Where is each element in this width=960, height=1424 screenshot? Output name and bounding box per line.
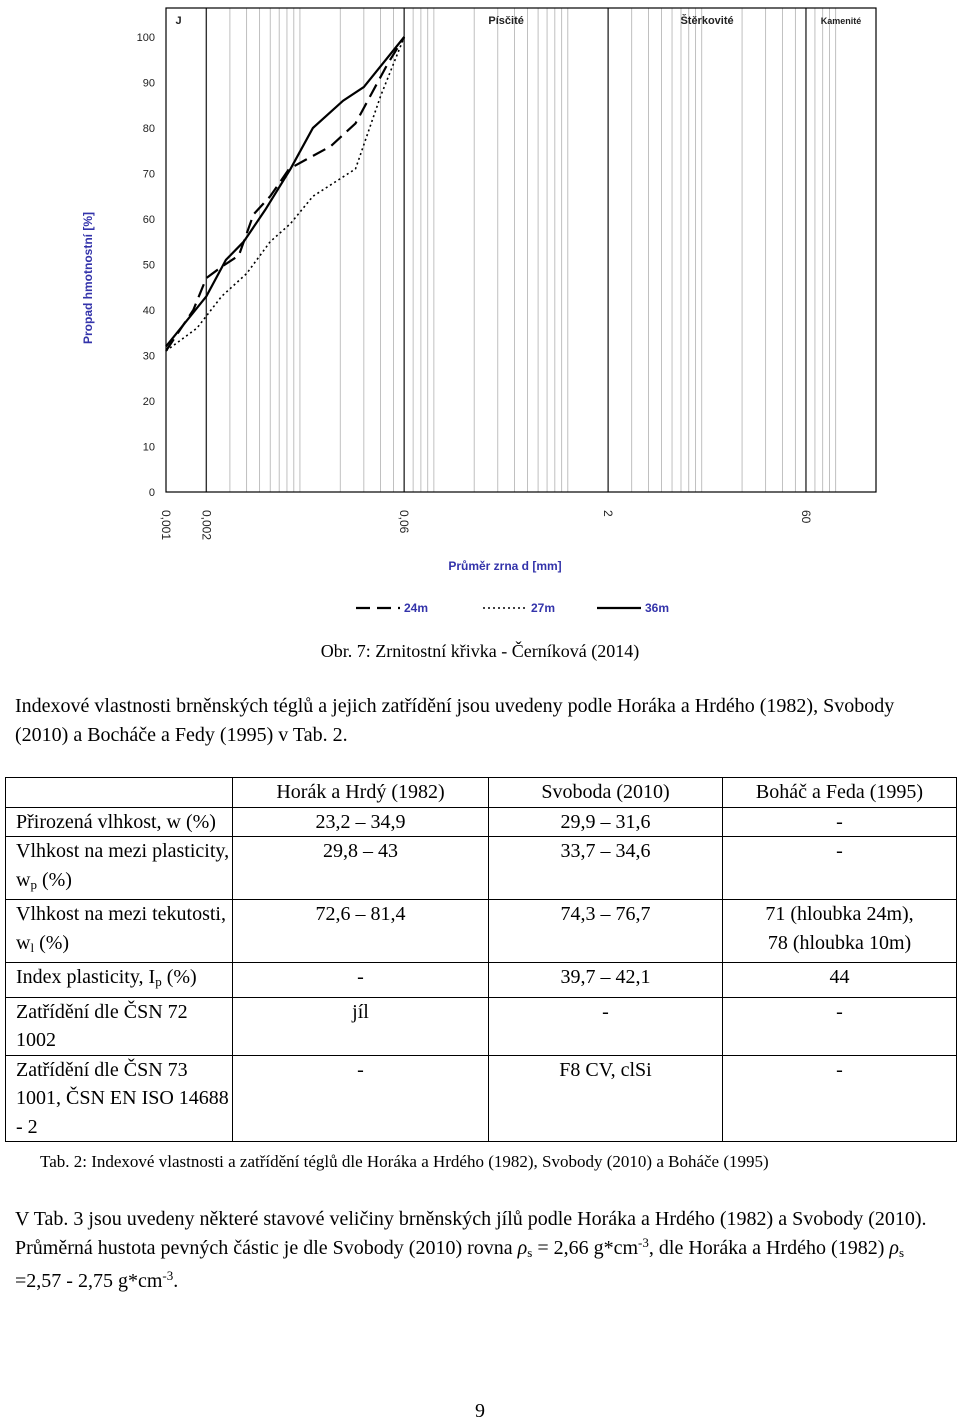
table-header-empty: [6, 778, 233, 808]
row-label-text: Vlhkost na mezi tekutosti, w: [16, 903, 226, 954]
cell-value: -: [723, 807, 957, 837]
y-tick-label: 80: [142, 123, 155, 135]
cell-value: 29,9 – 31,6: [489, 807, 723, 837]
exponent: -3: [162, 1268, 174, 1283]
x-tick-label: 60: [798, 510, 813, 524]
row-label-unit: (%): [166, 966, 197, 988]
para-text: = 2,66 g*cm: [532, 1236, 639, 1259]
series-line-36m: [166, 37, 404, 346]
row-label-unit: (%): [41, 868, 72, 891]
zone-label: Kamenité: [820, 16, 862, 26]
row-label: [6, 963, 233, 998]
zone-label: J: [175, 15, 182, 27]
row-label-subscript: l: [30, 939, 35, 955]
table-header-row: [6, 778, 957, 808]
table-header-horak: Horák a Hrdý (1982): [233, 778, 489, 808]
y-tick-label: 30: [142, 350, 155, 363]
row-label-text: Index plasticity, I: [16, 966, 156, 988]
paragraph-density: [15, 1205, 945, 1296]
x-tick-label: 2: [601, 510, 616, 517]
cell-value: jíl: [233, 997, 489, 1055]
y-tick-label: 0: [148, 487, 155, 499]
cell-value: 33,7 – 34,6: [489, 837, 723, 900]
row-label: [6, 837, 233, 900]
cell-value: -: [489, 997, 723, 1055]
table-row: [6, 807, 957, 837]
cell-value: F8 CV, clSi: [489, 1055, 723, 1142]
paragraph-intro: Indexové vlastnosti brněnských téglů a jejich zatřídění jsou uvedeny podle Horáka a Hrdého (1982), Svobody (2010) a Bocháče a Fedy (1995) v Tab. 2.: [15, 695, 895, 746]
y-tick-label: 70: [142, 168, 155, 181]
plot-frame: [166, 8, 876, 492]
row-label-unit: (%): [39, 931, 70, 954]
properties-table: [5, 777, 957, 1142]
cell-value: -: [233, 963, 489, 998]
cell-value: -: [233, 1055, 489, 1142]
cell-value: -: [723, 1055, 957, 1142]
figure-caption: Obr. 7: Zrnitostní křivka - Černíková (2014): [320, 641, 640, 661]
row-label: Zatřídění dle ČSN 72 1002: [6, 997, 233, 1055]
x-tick-label: 0,002: [199, 510, 214, 541]
x-tick-label: 0,06: [397, 510, 412, 534]
y-tick-label: 40: [142, 305, 155, 317]
cell-value: 39,7 – 42,1: [489, 963, 723, 998]
page-number: 9: [475, 1400, 485, 1422]
cell-value: [723, 900, 957, 963]
table-header-bohac: Boháč a Feda (1995): [723, 778, 957, 808]
row-label-subscript: p: [155, 974, 162, 989]
row-label: [6, 900, 233, 963]
row-label-text: Vlhkost na mezi plasticity, w: [16, 840, 230, 891]
row-label: Zatřídění dle ČSN 73 1001, ČSN EN ISO 14688 - 2: [6, 1055, 233, 1142]
table-row: [6, 837, 957, 900]
y-tick-label: 10: [142, 441, 155, 454]
para-text: .: [173, 1270, 179, 1292]
legend: [356, 601, 669, 615]
y-tick-label: 100: [136, 32, 155, 44]
cell-value: 74,3 – 76,7: [489, 900, 723, 963]
y-tick-label: 60: [142, 214, 155, 226]
para-text: =2,57 - 2,75 g*cm: [15, 1270, 163, 1292]
zone-labels: [176, 14, 862, 27]
table-caption: Tab. 2: Indexové vlastnosti a zatřídění téglů dle Horáka a Hrdého (1982), Svobody (2010) a Boháče (1995): [40, 1152, 769, 1171]
zone-label: Písčité: [488, 15, 524, 27]
table-row: [6, 963, 957, 998]
legend-label: 27m: [531, 601, 556, 615]
x-tick-label: 0,001: [159, 510, 173, 541]
legend-label: 36m: [645, 601, 670, 615]
rho-symbol: ρ: [517, 1236, 528, 1259]
zone-label: Štěrkovité: [680, 15, 734, 27]
row-label-subscript: p: [30, 876, 37, 892]
para-text: V Tab. 3 jsou uvedeny některé stavové veličiny brněnských jílů podle Horáka a Hrdého (1982) a Svobody (2010). Průměrná hustota pevných částic je dle Svobody (2010) rovna: [15, 1208, 927, 1259]
table-header-svoboda: Svoboda (2010): [489, 778, 723, 808]
rho-symbol: ρ: [889, 1236, 899, 1259]
x-axis-label: Průměr zrna d [mm]: [448, 559, 562, 573]
y-tick-label: 20: [142, 396, 155, 408]
series-lines: [166, 37, 404, 351]
table-row: [6, 1055, 957, 1142]
rho-subscript: s: [527, 1244, 533, 1260]
y-tick-labels: [137, 32, 155, 499]
para-text: , dle Horáka a Hrdého (1982): [648, 1236, 890, 1259]
exponent: -3: [638, 1234, 649, 1250]
legend-label: 24m: [404, 601, 429, 615]
table-row: [6, 997, 957, 1055]
y-tick-label: 50: [142, 259, 155, 272]
cell-value: -: [723, 997, 957, 1055]
cell-value: -: [723, 837, 957, 900]
x-tick-labels: [159, 510, 813, 540]
rho-subscript: s: [898, 1244, 905, 1260]
cell-value: 29,8 – 43: [233, 837, 489, 900]
cell-line-1: 71 (hloubka 24m),: [765, 903, 914, 925]
cell-value: 44: [723, 963, 957, 998]
y-axis-label: Propad hmotnostní [%]: [81, 212, 95, 344]
table-row: [6, 900, 957, 963]
cell-value: 72,6 – 81,4: [233, 900, 489, 963]
row-label: Přirozená vlhkost, w (%): [6, 807, 233, 837]
major-gridlines: [206, 8, 806, 492]
cell-value: 23,2 – 34,9: [233, 807, 489, 837]
y-tick-label: 90: [142, 77, 155, 90]
cell-line-2: 78 (hloubka 10m): [767, 931, 912, 954]
minor-gridlines: [206, 8, 835, 492]
grain-size-chart: [0, 0, 960, 630]
